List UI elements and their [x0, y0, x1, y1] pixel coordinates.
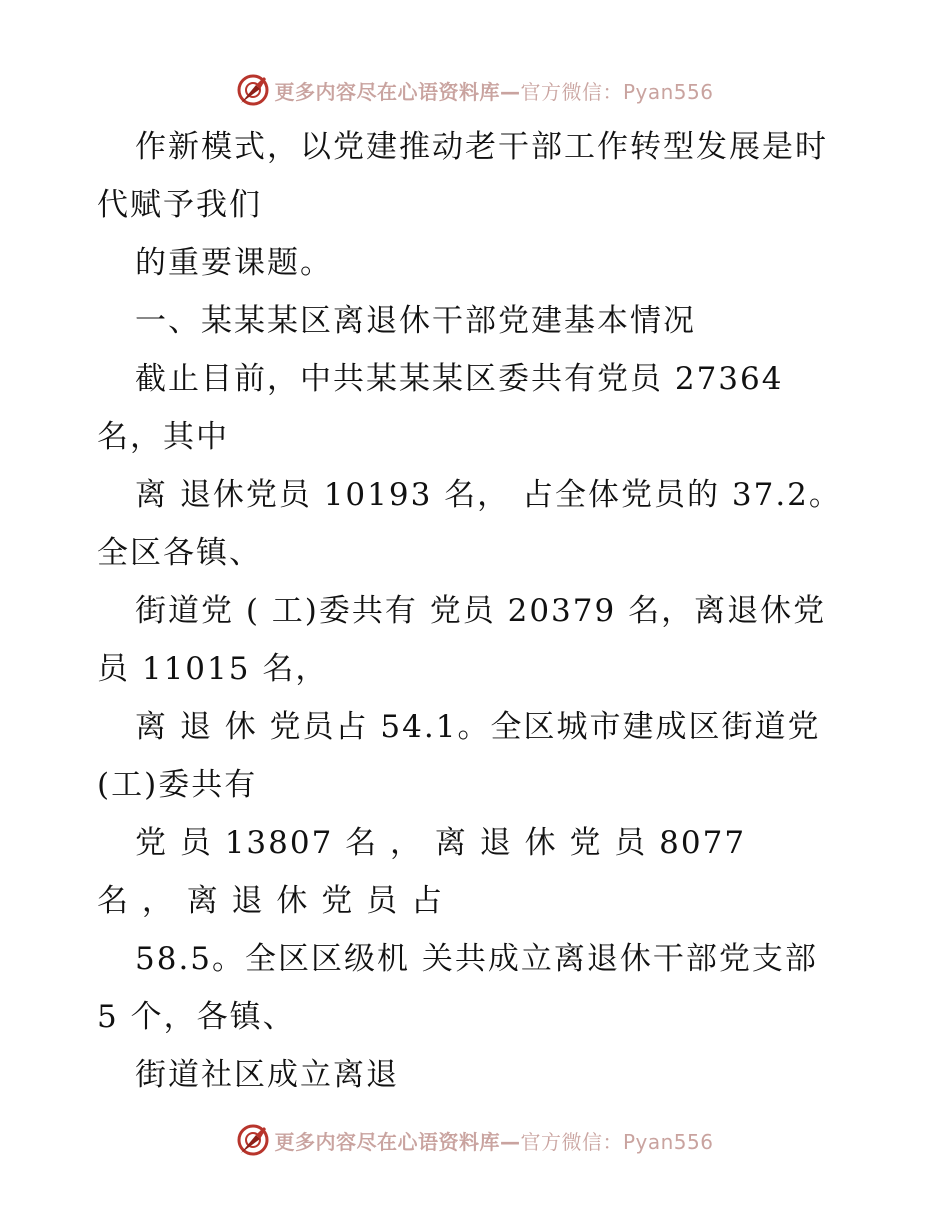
banner-wechat: 官方微信：Pyan556: [520, 79, 714, 104]
body-line: 截止目前，中共某某某区委共有党员 27364: [135, 361, 784, 397]
body-line: 离 退休党员 10193 名， 占全体党员的 37.2。: [135, 477, 842, 513]
body-line: 的重要课题。: [135, 245, 333, 281]
banner-text: 更多内容尽在心语资料库—官方微信：Pyan556: [274, 1129, 714, 1154]
body-line: 离 退 休 党员占 54.1。全区城市建成区街道党: [135, 709, 821, 745]
body-line: 全区各镇、: [97, 535, 262, 571]
body-line: 58.5。全区区级机 关共成立离退休干部党支部: [135, 941, 818, 977]
pen-nib-circle-icon: [236, 73, 270, 107]
body-line: 街道社区成立离退: [135, 1057, 399, 1093]
body-line: 员 11015 名，: [97, 651, 329, 687]
banner-wechat: 官方微信：Pyan556: [520, 1129, 714, 1154]
body-line: (工)委共有: [97, 767, 258, 803]
body-line: 5 个，各镇、: [97, 999, 296, 1035]
section-heading: 一、某某某区离退休干部党建基本情况: [135, 303, 696, 339]
pen-nib-circle-icon: [236, 1123, 270, 1157]
body-line: 名 ， 离 退 休 党 员 占: [97, 883, 444, 919]
body-line: 代赋予我们: [97, 187, 262, 223]
document-body: [97, 118, 857, 1104]
body-line: 党 员 13807 名 ， 离 退 休 党 员 8077: [135, 825, 747, 861]
banner-text: 更多内容尽在心语资料库—官方微信：Pyan556: [274, 79, 714, 104]
body-line: 名，其中: [97, 419, 229, 455]
header-banner: [0, 70, 950, 110]
body-line: 作新模式，以党建推动老干部工作转型发展是时: [135, 129, 828, 165]
body-line: 街道党 ( 工)委共有 党员 20379 名，离退休党: [135, 593, 827, 629]
footer-banner: [0, 1120, 950, 1160]
